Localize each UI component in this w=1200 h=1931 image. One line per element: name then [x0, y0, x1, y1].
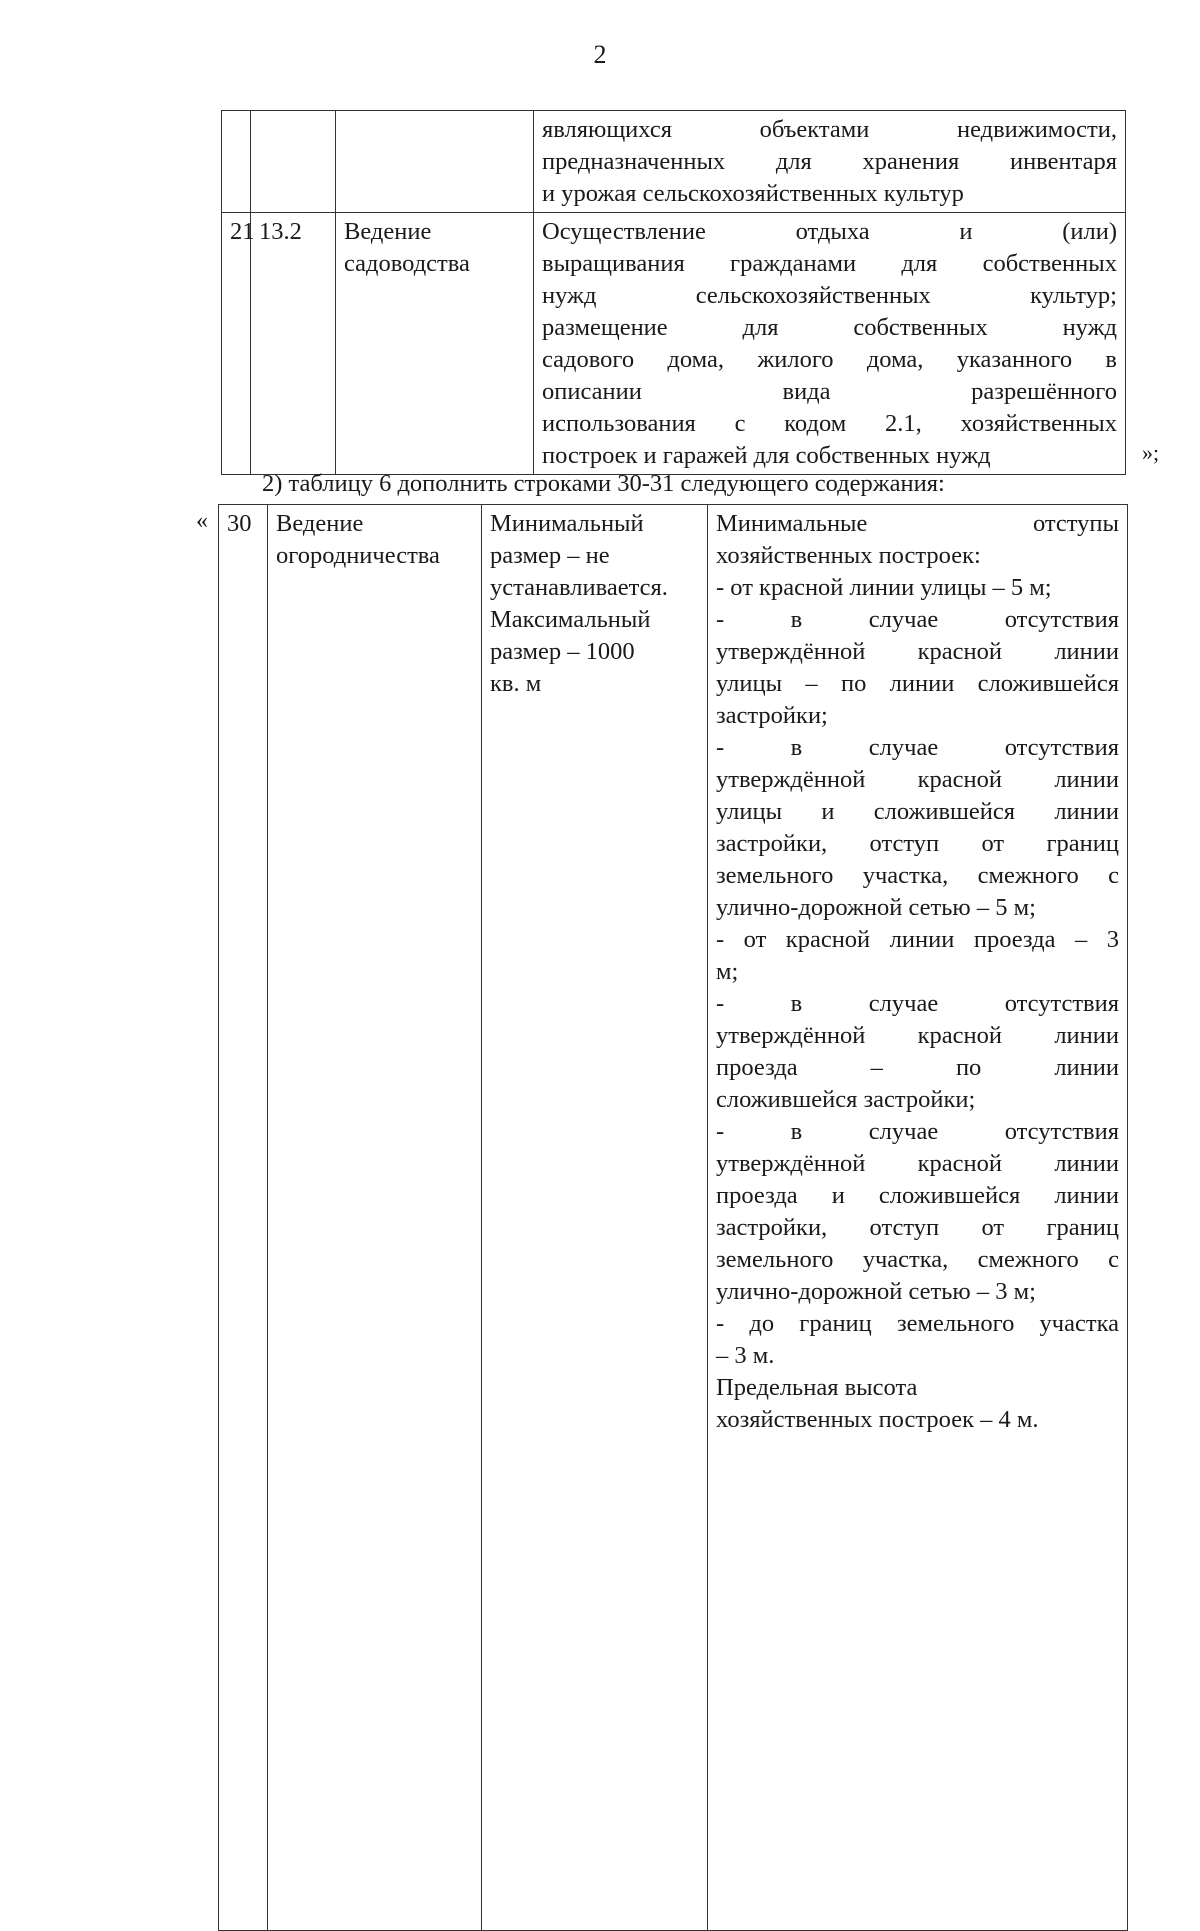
text-line: размер – не	[490, 542, 610, 569]
text-line: утверждённой красной линии	[716, 766, 1119, 793]
text-line: утверждённой красной линии	[716, 1150, 1119, 1177]
cell-code: 13.2	[251, 213, 336, 475]
text-line: Ведение	[276, 510, 364, 537]
opening-quote: «	[196, 508, 208, 534]
text-line: - в случае отсутствия	[716, 606, 1119, 633]
text-line: выращивания гражданами для собственных	[542, 250, 1117, 277]
text-line: являющихся объектами недвижимости,	[542, 116, 1117, 143]
text-line: застройки;	[716, 702, 828, 729]
text-line: Минимальный	[490, 510, 644, 537]
text-line: нужд сельскохозяйственных культур;	[542, 282, 1117, 309]
text-line: Предельная высота	[716, 1374, 918, 1401]
text-line: застройки, отступ от границ	[716, 830, 1119, 857]
cell-row-number: 21	[222, 213, 251, 475]
cell-num-empty	[222, 111, 251, 213]
text-line: предназначенных для хранения инвентаря	[542, 148, 1117, 175]
text-line: - в случае отсутствия	[716, 734, 1119, 761]
table-zones-continuation	[221, 110, 1126, 475]
text-line: проезда и сложившейся линии	[716, 1182, 1119, 1209]
text-line: - в случае отсутствия	[716, 1118, 1119, 1145]
page-number: 2	[593, 40, 607, 69]
amendment-paragraph: 2) таблицу 6 дополнить строками 30-31 следующего содержания:	[262, 470, 945, 497]
text-line: огородничества	[276, 542, 440, 569]
text-line: земельного участка, смежного с	[716, 862, 1119, 889]
cell-building-parameters	[708, 505, 1128, 1931]
table-6-additions	[218, 504, 1128, 1931]
text-line: использования с кодом 2.1, хозяйственных	[542, 410, 1117, 437]
text-line: - от красной линии проезда – 3	[716, 926, 1119, 953]
text-line: - до границ земельного участка	[716, 1310, 1119, 1337]
text-line: земельного участка, смежного с	[716, 1246, 1119, 1273]
text-line: Ведение	[344, 218, 432, 245]
text-line: садоводства	[344, 250, 470, 277]
text-line: - в случае отсутствия	[716, 990, 1119, 1017]
text-line: улицы – по линии сложившейся	[716, 670, 1119, 697]
cell-row-number: 30	[219, 505, 268, 1931]
text-line: м;	[716, 958, 739, 985]
cell-description-continuation	[534, 111, 1126, 213]
text-line: Минимальные отступы	[716, 510, 1119, 537]
text-line: садового дома, жилого дома, указанного в	[542, 346, 1117, 373]
text-line: размер – 1000	[490, 638, 635, 665]
cell-plot-size	[482, 505, 708, 1931]
text-line: и урожая сельскохозяйственных культур	[542, 180, 964, 207]
text-line: построек и гаражей для собственных нужд	[542, 442, 991, 469]
text-line: улично-дорожной сетью – 5 м;	[716, 894, 1036, 921]
closing-quote: »;	[1142, 440, 1160, 465]
text-line: – 3 м.	[716, 1342, 775, 1369]
text-line: кв. м	[490, 670, 542, 697]
text-line: сложившейся застройки;	[716, 1086, 976, 1113]
cell-name-empty	[336, 111, 534, 213]
text-line: улицы и сложившейся линии	[716, 798, 1119, 825]
table-row-21	[222, 213, 1126, 475]
table-row-30	[219, 505, 1128, 1931]
cell-code-empty	[251, 111, 336, 213]
text-line: Осуществление отдыха и (или)	[542, 218, 1117, 245]
text-line: утверждённой красной линии	[716, 638, 1119, 665]
text-line: застройки, отступ от границ	[716, 1214, 1119, 1241]
text-line: хозяйственных построек – 4 м.	[716, 1406, 1039, 1433]
text-line: утверждённой красной линии	[716, 1022, 1119, 1049]
text-line: проезда – по линии	[716, 1054, 1119, 1081]
table-row-continuation	[222, 111, 1126, 213]
text-line: улично-дорожной сетью – 3 м;	[716, 1278, 1036, 1305]
cell-use-name	[336, 213, 534, 475]
cell-use-name	[268, 505, 482, 1931]
text-line: описании вида разрешённого	[542, 378, 1117, 405]
text-line: устанавливается.	[490, 574, 668, 601]
text-line: - от красной линии улицы – 5 м;	[716, 574, 1052, 601]
text-line: хозяйственных построек:	[716, 542, 981, 569]
text-line: размещение для собственных нужд	[542, 314, 1117, 341]
text-line: Максимальный	[490, 606, 651, 633]
cell-use-description	[534, 213, 1126, 475]
